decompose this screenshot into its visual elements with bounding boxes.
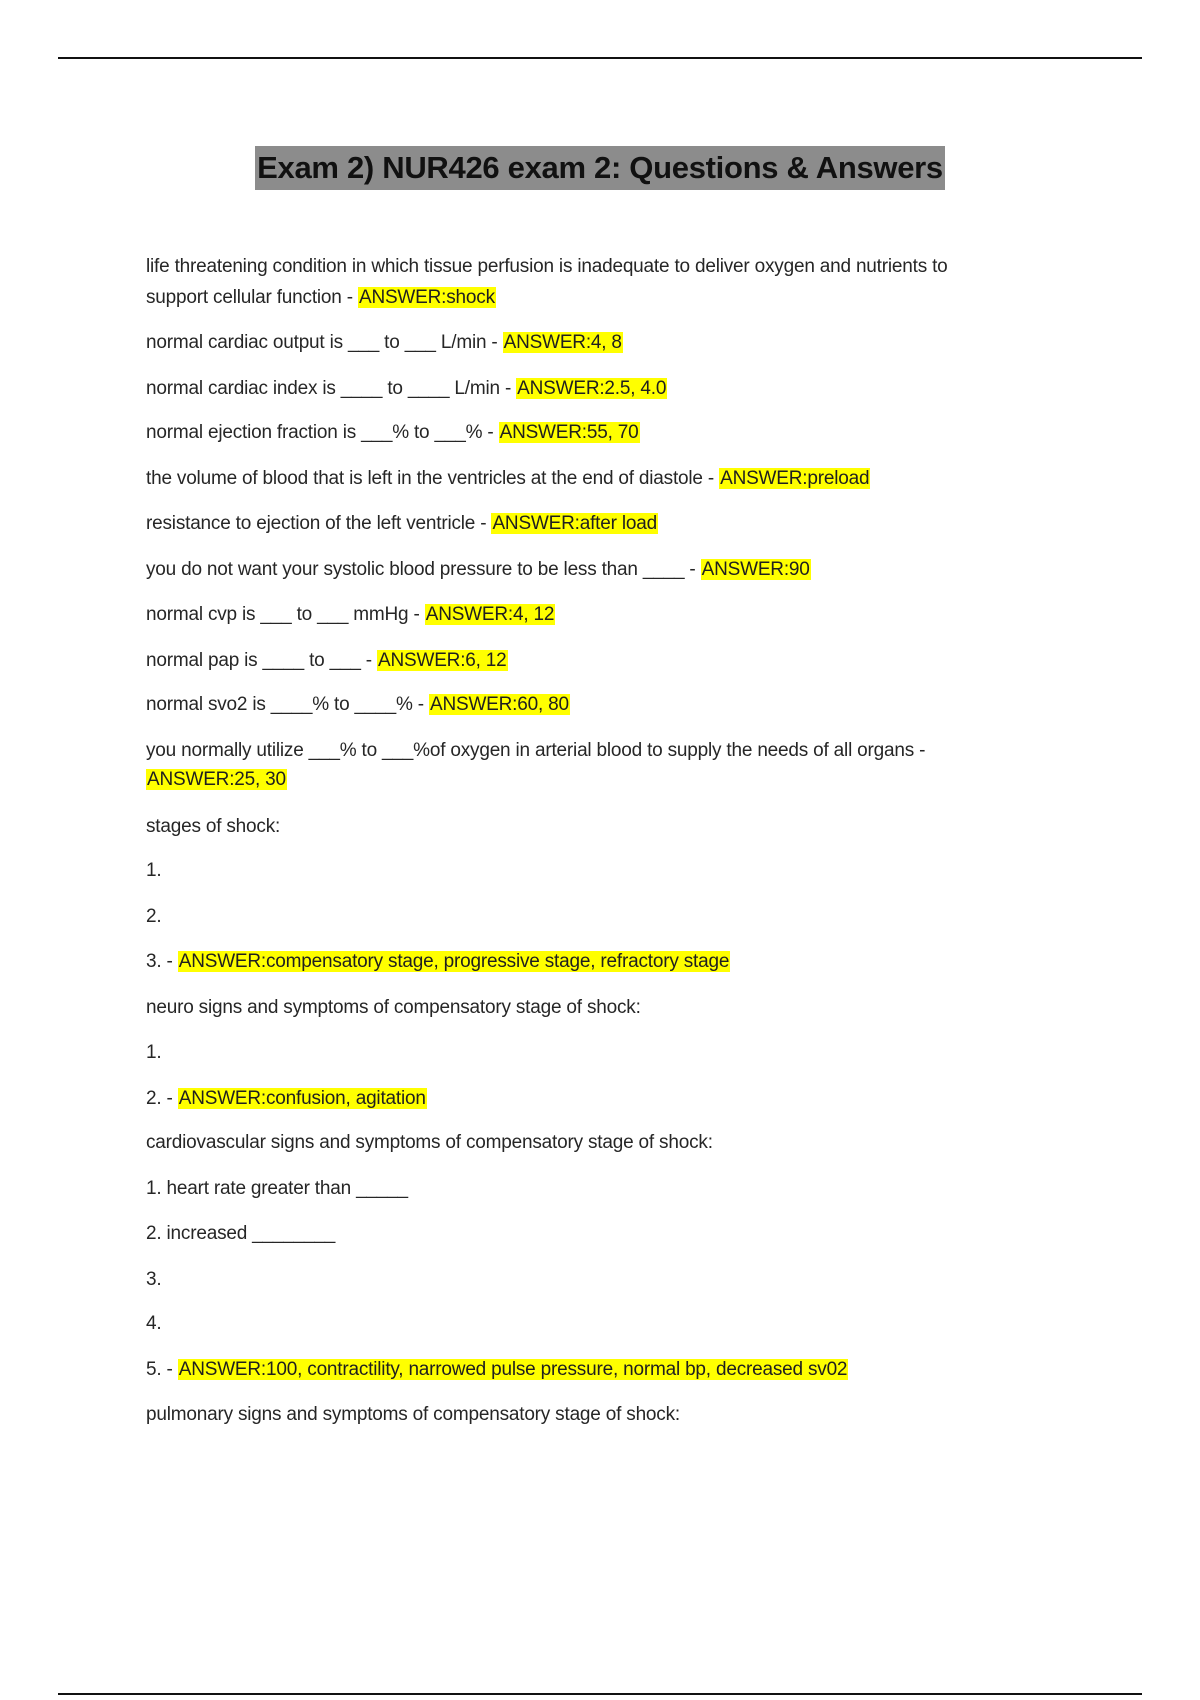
answer-highlight: ANSWER:60, 80 <box>429 694 569 715</box>
line <box>146 1265 161 1295</box>
answer-highlight: ANSWER:6, 12 <box>378 650 507 671</box>
question-text: support cellular function - <box>146 287 358 308</box>
question-text: 2. - <box>146 1088 178 1109</box>
question-text: 1. <box>146 860 162 881</box>
question-text: normal svo2 is ____% to ____% - <box>146 694 429 715</box>
line <box>146 1400 680 1430</box>
question-text: normal cardiac output is ___ to ___ L/min - <box>146 332 503 353</box>
question-text: 2. <box>146 906 162 927</box>
line <box>146 464 870 494</box>
question-text: stages of shock: <box>146 816 281 837</box>
question-text: the volume of blood that is left in the ventricles at the end of diastole - <box>146 468 720 489</box>
answer-highlight: ANSWER:25, 30 <box>147 769 286 790</box>
line <box>146 1309 161 1339</box>
line <box>146 1355 848 1385</box>
line <box>146 283 496 313</box>
question-text: normal ejection fraction is ___% to ___% - <box>146 422 499 443</box>
line <box>146 1084 427 1114</box>
answer-highlight: ANSWER:55, 70 <box>499 422 639 443</box>
line <box>146 765 287 795</box>
line <box>146 1038 161 1068</box>
question-text: resistance to ejection of the left ventricle - <box>146 513 492 534</box>
answer-highlight: ANSWER:2.5, 4.0 <box>517 378 667 399</box>
answer-highlight: ANSWER:100, contractility, narrowed pulse pressure, normal bp, decreased sv02 <box>178 1359 848 1380</box>
question-text: normal cardiac index is ____ to ____ L/min - <box>146 378 517 399</box>
question-text: 1. <box>146 1042 162 1063</box>
question-text: you do not want your systolic blood pressure to be less than ____ - <box>146 559 701 580</box>
question-text: pulmonary signs and symptoms of compensatory stage of shock: <box>146 1404 680 1425</box>
answer-highlight: ANSWER:90 <box>701 559 810 580</box>
line <box>146 328 623 358</box>
question-text: normal cvp is ___ to ___ mmHg - <box>146 604 425 625</box>
answer-highlight: ANSWER:compensatory stage, progressive stage, refractory stage <box>178 951 730 972</box>
question-text: 3. <box>146 1269 162 1290</box>
line <box>146 374 667 404</box>
line <box>146 947 730 977</box>
question-text: 4. <box>146 1313 162 1334</box>
answer-highlight: ANSWER:after load <box>492 513 657 534</box>
line <box>146 555 811 585</box>
line <box>146 509 658 539</box>
line <box>146 600 555 630</box>
answer-highlight: ANSWER:shock <box>358 287 495 308</box>
line <box>146 902 161 932</box>
answer-highlight: ANSWER:4, 12 <box>425 604 555 625</box>
question-text: life threatening condition in which tissue perfusion is inadequate to deliver oxygen and nutrients to <box>146 256 948 277</box>
line <box>146 646 508 676</box>
line <box>146 690 570 720</box>
question-text: you normally utilize ___% to ___%of oxygen in arterial blood to supply the needs of all organs - <box>146 740 926 761</box>
line <box>146 736 925 766</box>
question-text: 3. - <box>146 951 178 972</box>
answer-highlight: ANSWER:4, 8 <box>503 332 622 353</box>
line <box>146 856 161 886</box>
question-text: 1. heart rate greater than _____ <box>146 1178 408 1199</box>
line <box>146 252 948 282</box>
line <box>146 418 640 448</box>
line <box>146 1174 408 1204</box>
question-text: 5. - <box>146 1359 178 1380</box>
line <box>146 1219 335 1249</box>
line <box>146 1128 713 1158</box>
question-text: neuro signs and symptoms of compensatory stage of shock: <box>146 997 641 1018</box>
answer-highlight: ANSWER:preload <box>720 468 870 489</box>
question-text: cardiovascular signs and symptoms of compensatory stage of shock: <box>146 1132 713 1153</box>
answer-highlight: ANSWER:confusion, agitation <box>178 1088 426 1109</box>
question-text: 2. increased ________ <box>146 1223 336 1244</box>
bottom-divider <box>58 1693 1142 1695</box>
document-title: Exam 2) NUR426 exam 2: Questions & Answers <box>255 146 945 190</box>
line <box>146 812 280 842</box>
question-text: normal pap is ____ to ___ - <box>146 650 377 671</box>
line <box>146 993 641 1023</box>
